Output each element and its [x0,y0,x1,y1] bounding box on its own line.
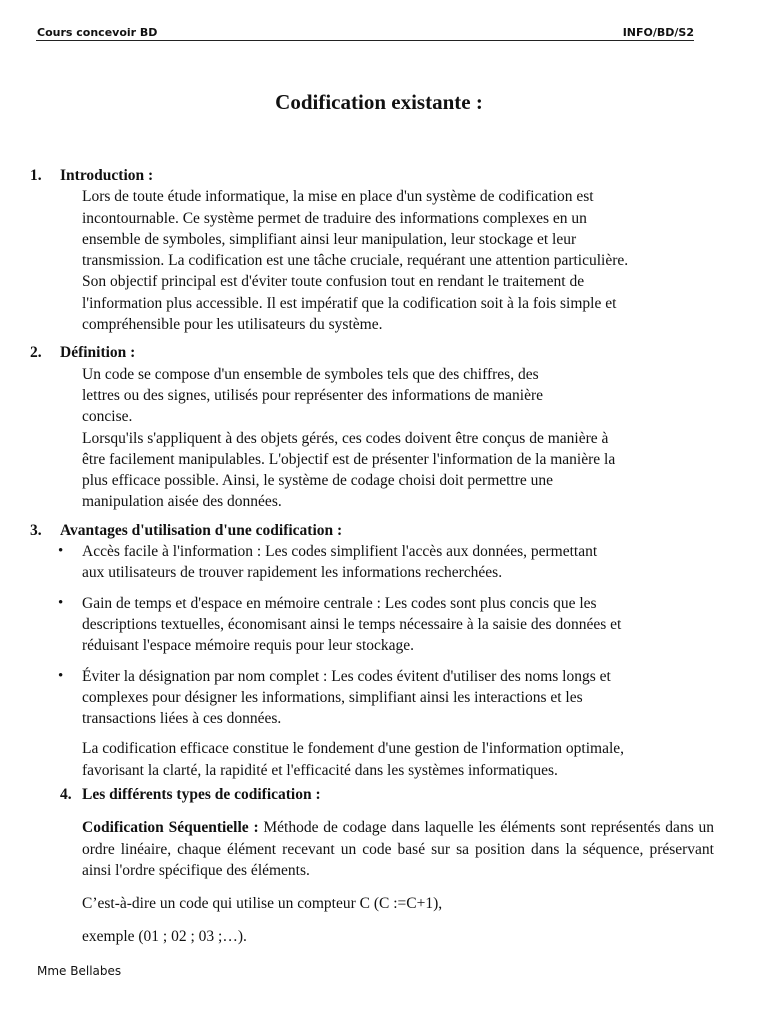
section-heading-definition [30,342,720,363]
header-course-code: INFO/BD/S2 [622,26,694,39]
section-title: Les différents types de codification : [82,786,321,804]
text-line: Son objectif principal est d'éviter toute confusion tout en rendant le traitement de [82,273,585,291]
text-line: l'information plus accessible. Il est impératif que la codification soit à la fois simple et [82,294,617,312]
section-heading-types [30,784,720,805]
text-line: plus efficace possible. Ainsi, le système de codage choisi doit permettre une [82,472,554,490]
document-body [30,165,720,947]
list-item [30,593,720,657]
counter-line: C’est-à-dire un code qui utilise un compteur C (C :=C+1), [82,895,443,913]
text-line: aux utilisateurs de trouver rapidement les informations recherchées. [82,564,503,582]
header-course-title: Cours concevoir BD [37,26,158,39]
section-title: Avantages d'utilisation d'une codification : [60,521,343,539]
section-number: 2. [30,344,42,362]
text-line: lettres ou des signes, utilisés pour représenter des informations de manière [82,386,543,404]
text-line: être facilement manipulables. L'objectif est de présenter l'information de la manière la [82,450,616,468]
bullet-icon: • [58,594,64,611]
definition-paragraph [30,364,720,513]
page-header [36,27,694,41]
section-title: Introduction : [60,167,154,184]
conclusion-paragraph [30,738,720,781]
section-number: 3. [30,521,42,539]
introduction-paragraph [30,186,720,335]
section-heading-introduction [30,165,720,186]
text-line: réduisant l'espace mémoire requis pour leur stockage. [82,637,415,655]
list-item [30,666,720,730]
bullet-icon: • [58,543,64,560]
example-line: exemple (01 ; 02 ; 03 ;…). [82,927,247,945]
text-line: Accès facile à l'information : Les codes simplifient l'accès aux données, permettant [82,543,598,561]
text-line: La codification efficace constitue le fondement d'une gestion de l'information optimale, [82,740,625,758]
section-heading-advantages [30,520,720,541]
text-line: incontournable. Ce système permet de traduire des informations complexes en un [82,209,587,227]
text-line: Éviter la désignation par nom complet : Les codes évitent d'utiliser des noms longs et [82,667,611,685]
section-number: 1. [30,167,42,184]
text-line: compréhensible pour les utilisateurs du système. [82,316,383,334]
sequential-label: Codification Séquentielle : [82,819,259,837]
text-line: Gain de temps et d'espace en mémoire centrale : Les codes sont plus concis que les [82,594,597,612]
text-line: favorisant la clarté, la rapidité et l'efficacité dans les systèmes informatiques. [82,761,558,779]
text-line: complexes pour désigner les informations, simplifiant ainsi les interactions et les [82,688,583,706]
sequential-description: Méthode de codage dans laquelle les éléments sont représentés dans un ordre linéaire, chaque élément recevant un code basé sur sa position dans la séquence, préservant ainsi l'ordre spécifique des éléments. [82,819,714,879]
section-number: 4. [60,786,72,804]
text-line: Lorsqu'ils s'appliquent à des objets gérés, ces codes doivent être conçus de manière à [82,429,609,447]
sequential-codification-paragraph [30,817,720,881]
page-title: Codification existante : [275,90,483,114]
text-line: transactions liées à ces données. [82,710,282,728]
section-title: Définition : [60,344,136,362]
text-line: ensemble de symboles, simplifiant ainsi leur manipulation, leur stockage et leur [82,230,577,248]
text-line: manipulation aisée des données. [82,493,282,511]
page-footer-author: Mme Bellabes [37,964,122,978]
text-line: Un code se compose d'un ensemble de symboles tels que des chiffres, des [82,365,539,383]
text-line: descriptions textuelles, économisant ainsi le temps nécessaire à la saisie des données et [82,615,622,633]
bullet-icon: • [58,667,64,684]
list-item [30,541,720,584]
text-line: concise. [82,408,133,426]
text-line: Lors de toute étude informatique, la mise en place d'un système de codification est [82,188,594,206]
text-line: transmission. La codification est une tâche cruciale, requérant une attention particulière. [82,252,629,270]
